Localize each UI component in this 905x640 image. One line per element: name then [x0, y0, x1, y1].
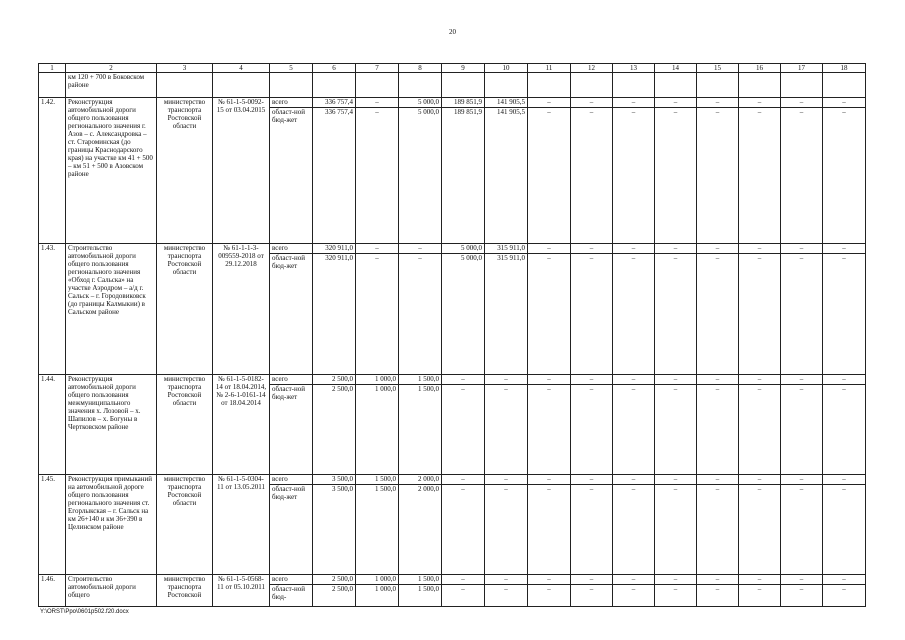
- value-budget: –: [781, 484, 823, 574]
- value-budget: –: [781, 585, 823, 607]
- value-budget: –: [823, 108, 866, 244]
- source-all: всего: [270, 575, 313, 585]
- value-all: 3 500,0: [313, 474, 356, 484]
- value-all: –: [781, 575, 823, 585]
- value-all: –: [655, 98, 697, 108]
- value-all: –: [613, 374, 655, 384]
- object-name: Строительство автомобильной дороги общего пользования регионального значения «Обход г. Сальска» на участке Аэродром – а/д г. Сальск – г. Городовиковск (до границы Калмыкии) в Сальском районе: [66, 244, 157, 375]
- value-all: –: [697, 244, 739, 254]
- value-all: 1 500,0: [399, 575, 442, 585]
- value-budget: –: [781, 384, 823, 474]
- value-budget: –: [528, 254, 571, 375]
- value-budget: 1 000,0: [356, 384, 399, 474]
- value-all: –: [739, 575, 781, 585]
- file-path-footer: Y:\ORST\Ppo\0601p502.f20.docx: [40, 609, 129, 615]
- value-budget: –: [442, 484, 485, 574]
- value-all: –: [485, 575, 528, 585]
- cell-name: км 120 + 700 в Боковском районе: [66, 73, 157, 98]
- source-all: всего: [270, 244, 313, 254]
- value-budget: 189 851,9: [442, 108, 485, 244]
- value-budget: –: [571, 254, 613, 375]
- value-budget: –: [823, 384, 866, 474]
- customer: министерство транспорта Ростовской области: [157, 474, 213, 574]
- column-header: 1: [39, 64, 66, 73]
- value-budget: –: [528, 384, 571, 474]
- column-header: 12: [571, 64, 613, 73]
- value-budget: –: [442, 384, 485, 474]
- column-header: 15: [697, 64, 739, 73]
- column-header: 8: [399, 64, 442, 73]
- header-row: [39, 64, 866, 73]
- column-header: 16: [739, 64, 781, 73]
- value-all: 1 000,0: [356, 575, 399, 585]
- object-name: Строительство автомобильной дороги общего: [66, 575, 157, 607]
- value-all: –: [571, 98, 613, 108]
- value-all: –: [697, 98, 739, 108]
- value-all: –: [613, 98, 655, 108]
- column-header: 6: [313, 64, 356, 73]
- value-all: –: [739, 244, 781, 254]
- value-all: 141 905,5: [485, 98, 528, 108]
- value-budget: –: [571, 484, 613, 574]
- value-budget: –: [655, 108, 697, 244]
- value-all: –: [613, 244, 655, 254]
- value-all: –: [528, 244, 571, 254]
- value-budget: –: [697, 108, 739, 244]
- value-all: –: [823, 98, 866, 108]
- value-budget: –: [655, 484, 697, 574]
- value-budget: 320 911,0: [313, 254, 356, 375]
- value-budget: 336 757,4: [313, 108, 356, 244]
- value-all: –: [655, 575, 697, 585]
- value-budget: –: [485, 384, 528, 474]
- value-all: –: [528, 374, 571, 384]
- column-header: 7: [356, 64, 399, 73]
- value-budget: –: [613, 254, 655, 375]
- column-header: 9: [442, 64, 485, 73]
- table-row: [39, 244, 866, 254]
- column-header: 10: [485, 64, 528, 73]
- value-all: 315 911,0: [485, 244, 528, 254]
- value-budget: 2 500,0: [313, 585, 356, 607]
- value-all: –: [571, 575, 613, 585]
- value-all: –: [739, 98, 781, 108]
- value-budget: –: [613, 484, 655, 574]
- value-budget: –: [697, 254, 739, 375]
- value-budget: –: [655, 384, 697, 474]
- value-budget: 2 000,0: [399, 484, 442, 574]
- value-all: –: [356, 98, 399, 108]
- value-all: 1 000,0: [356, 374, 399, 384]
- value-all: –: [571, 244, 613, 254]
- value-budget: –: [528, 585, 571, 607]
- row-number: 1.44.: [39, 374, 66, 474]
- column-header: 13: [613, 64, 655, 73]
- value-budget: –: [823, 585, 866, 607]
- value-all: –: [655, 374, 697, 384]
- value-all: 336 757,4: [313, 98, 356, 108]
- value-budget: –: [781, 108, 823, 244]
- value-budget: –: [739, 254, 781, 375]
- object-name: Реконструкция автомобильной дороги общего пользования межмуниципального значения х. Лозовой – х. Шапилов – х. Богуны в Чертковском районе: [66, 374, 157, 474]
- value-all: 1 500,0: [356, 474, 399, 484]
- value-all: –: [697, 374, 739, 384]
- value-budget: 2 500,0: [313, 384, 356, 474]
- value-budget: –: [571, 108, 613, 244]
- value-all: –: [823, 244, 866, 254]
- value-budget: –: [485, 585, 528, 607]
- row-number: 1.45.: [39, 474, 66, 574]
- value-budget: –: [356, 108, 399, 244]
- value-all: 1 500,0: [399, 374, 442, 384]
- value-all: –: [485, 374, 528, 384]
- page-number: 20: [449, 28, 456, 36]
- value-all: 5 000,0: [442, 244, 485, 254]
- row-number: 1.43.: [39, 244, 66, 375]
- value-all: 320 911,0: [313, 244, 356, 254]
- customer: министерство транспорта Ростовской области: [157, 98, 213, 244]
- table-row: [39, 474, 866, 484]
- value-budget: 5 000,0: [442, 254, 485, 375]
- value-budget: 141 905,5: [485, 108, 528, 244]
- column-header: 4: [213, 64, 270, 73]
- value-all: 2 500,0: [313, 374, 356, 384]
- source-budget: област-ной бюд-жет: [270, 254, 313, 375]
- value-all: –: [528, 575, 571, 585]
- value-all: –: [485, 474, 528, 484]
- source-all: всего: [270, 98, 313, 108]
- value-all: –: [739, 374, 781, 384]
- value-all: –: [823, 474, 866, 484]
- source-budget: област-ной бюд-жет: [270, 108, 313, 244]
- value-budget: –: [823, 484, 866, 574]
- value-all: –: [697, 575, 739, 585]
- document-ref: № 61-1-1-3-009559-2018 от 29.12.2018: [213, 244, 270, 375]
- source-budget: област-ной бюд-: [270, 585, 313, 607]
- column-header: 11: [528, 64, 571, 73]
- value-all: –: [571, 474, 613, 484]
- value-all: –: [655, 244, 697, 254]
- value-budget: –: [485, 484, 528, 574]
- value-budget: –: [528, 108, 571, 244]
- value-all: 189 851,9: [442, 98, 485, 108]
- value-budget: 1 500,0: [399, 585, 442, 607]
- value-budget: 3 500,0: [313, 484, 356, 574]
- program-table: [38, 63, 866, 607]
- column-header: 5: [270, 64, 313, 73]
- source-all: всего: [270, 374, 313, 384]
- document-ref: № 61-1-5-0304-11 от 13.05.2011: [213, 474, 270, 574]
- customer: министерство транспорта Ростовской области: [157, 244, 213, 375]
- source-all: всего: [270, 474, 313, 484]
- value-all: –: [781, 98, 823, 108]
- value-all: –: [528, 98, 571, 108]
- value-budget: –: [697, 585, 739, 607]
- value-budget: –: [697, 484, 739, 574]
- column-header: 17: [781, 64, 823, 73]
- value-budget: –: [399, 254, 442, 375]
- value-budget: –: [528, 484, 571, 574]
- value-all: 2 500,0: [313, 575, 356, 585]
- value-all: –: [399, 244, 442, 254]
- column-header: 3: [157, 64, 213, 73]
- value-budget: –: [781, 254, 823, 375]
- value-all: –: [528, 474, 571, 484]
- customer: министерство транспорта Ростовской области: [157, 374, 213, 474]
- customer: министерство транспорта Ростовской: [157, 575, 213, 607]
- column-header: 18: [823, 64, 866, 73]
- value-budget: –: [739, 384, 781, 474]
- document-ref: № 61-1-5-0568-11 от 05.10.2011: [213, 575, 270, 607]
- value-all: –: [655, 474, 697, 484]
- document-ref: № 61-1-5-0182-14 от 18.04.2014, № 2-6-1-0161-14 от 18.04.2014: [213, 374, 270, 474]
- value-all: –: [739, 474, 781, 484]
- value-budget: 315 911,0: [485, 254, 528, 375]
- value-budget: –: [356, 254, 399, 375]
- value-budget: –: [655, 585, 697, 607]
- value-all: –: [442, 575, 485, 585]
- value-all: –: [442, 474, 485, 484]
- value-budget: –: [697, 384, 739, 474]
- value-all: –: [356, 244, 399, 254]
- value-all: –: [442, 374, 485, 384]
- value-all: –: [781, 474, 823, 484]
- value-budget: –: [571, 384, 613, 474]
- value-all: 5 000,0: [399, 98, 442, 108]
- value-all: –: [697, 474, 739, 484]
- value-budget: –: [442, 585, 485, 607]
- value-all: 2 000,0: [399, 474, 442, 484]
- column-header: 2: [66, 64, 157, 73]
- value-budget: 5 000,0: [399, 108, 442, 244]
- object-name: Реконструкция примыканий на автомобильной дороге общего пользования регионального значения ст. Егорлыкская – г. Сальск на км 26+140 и км 36+390 в Целинском районе: [66, 474, 157, 574]
- value-budget: –: [613, 585, 655, 607]
- value-budget: –: [823, 254, 866, 375]
- value-all: –: [823, 374, 866, 384]
- column-header: 14: [655, 64, 697, 73]
- value-budget: 1 500,0: [356, 484, 399, 574]
- table-row: [39, 374, 866, 384]
- continuation-row: [39, 73, 866, 98]
- row-number: 1.42.: [39, 98, 66, 244]
- cell-num: [39, 73, 66, 98]
- value-all: –: [613, 474, 655, 484]
- value-budget: –: [655, 254, 697, 375]
- object-name: Реконструкция автомобильной дороги общего пользования регионального значения г. Азов – с. Александровка – ст. Староминская (до границы Краснодарского края) на участке км 41 + 500 – км 51 + 500 в Азовском районе: [66, 98, 157, 244]
- value-budget: –: [613, 108, 655, 244]
- value-budget: –: [739, 585, 781, 607]
- value-all: –: [781, 374, 823, 384]
- source-budget: област-ной бюд-жет: [270, 384, 313, 474]
- value-budget: 1 500,0: [399, 384, 442, 474]
- value-budget: –: [739, 484, 781, 574]
- table-row: [39, 575, 866, 585]
- value-budget: –: [613, 384, 655, 474]
- value-budget: –: [739, 108, 781, 244]
- document-ref: № 61-1-5-0092-15 от 03.04.2015: [213, 98, 270, 244]
- value-budget: –: [571, 585, 613, 607]
- value-budget: 1 000,0: [356, 585, 399, 607]
- value-all: –: [613, 575, 655, 585]
- value-all: –: [823, 575, 866, 585]
- value-all: –: [781, 244, 823, 254]
- table-row: [39, 98, 866, 108]
- value-all: –: [571, 374, 613, 384]
- row-number: 1.46.: [39, 575, 66, 607]
- source-budget: област-ной бюд-жет: [270, 484, 313, 574]
